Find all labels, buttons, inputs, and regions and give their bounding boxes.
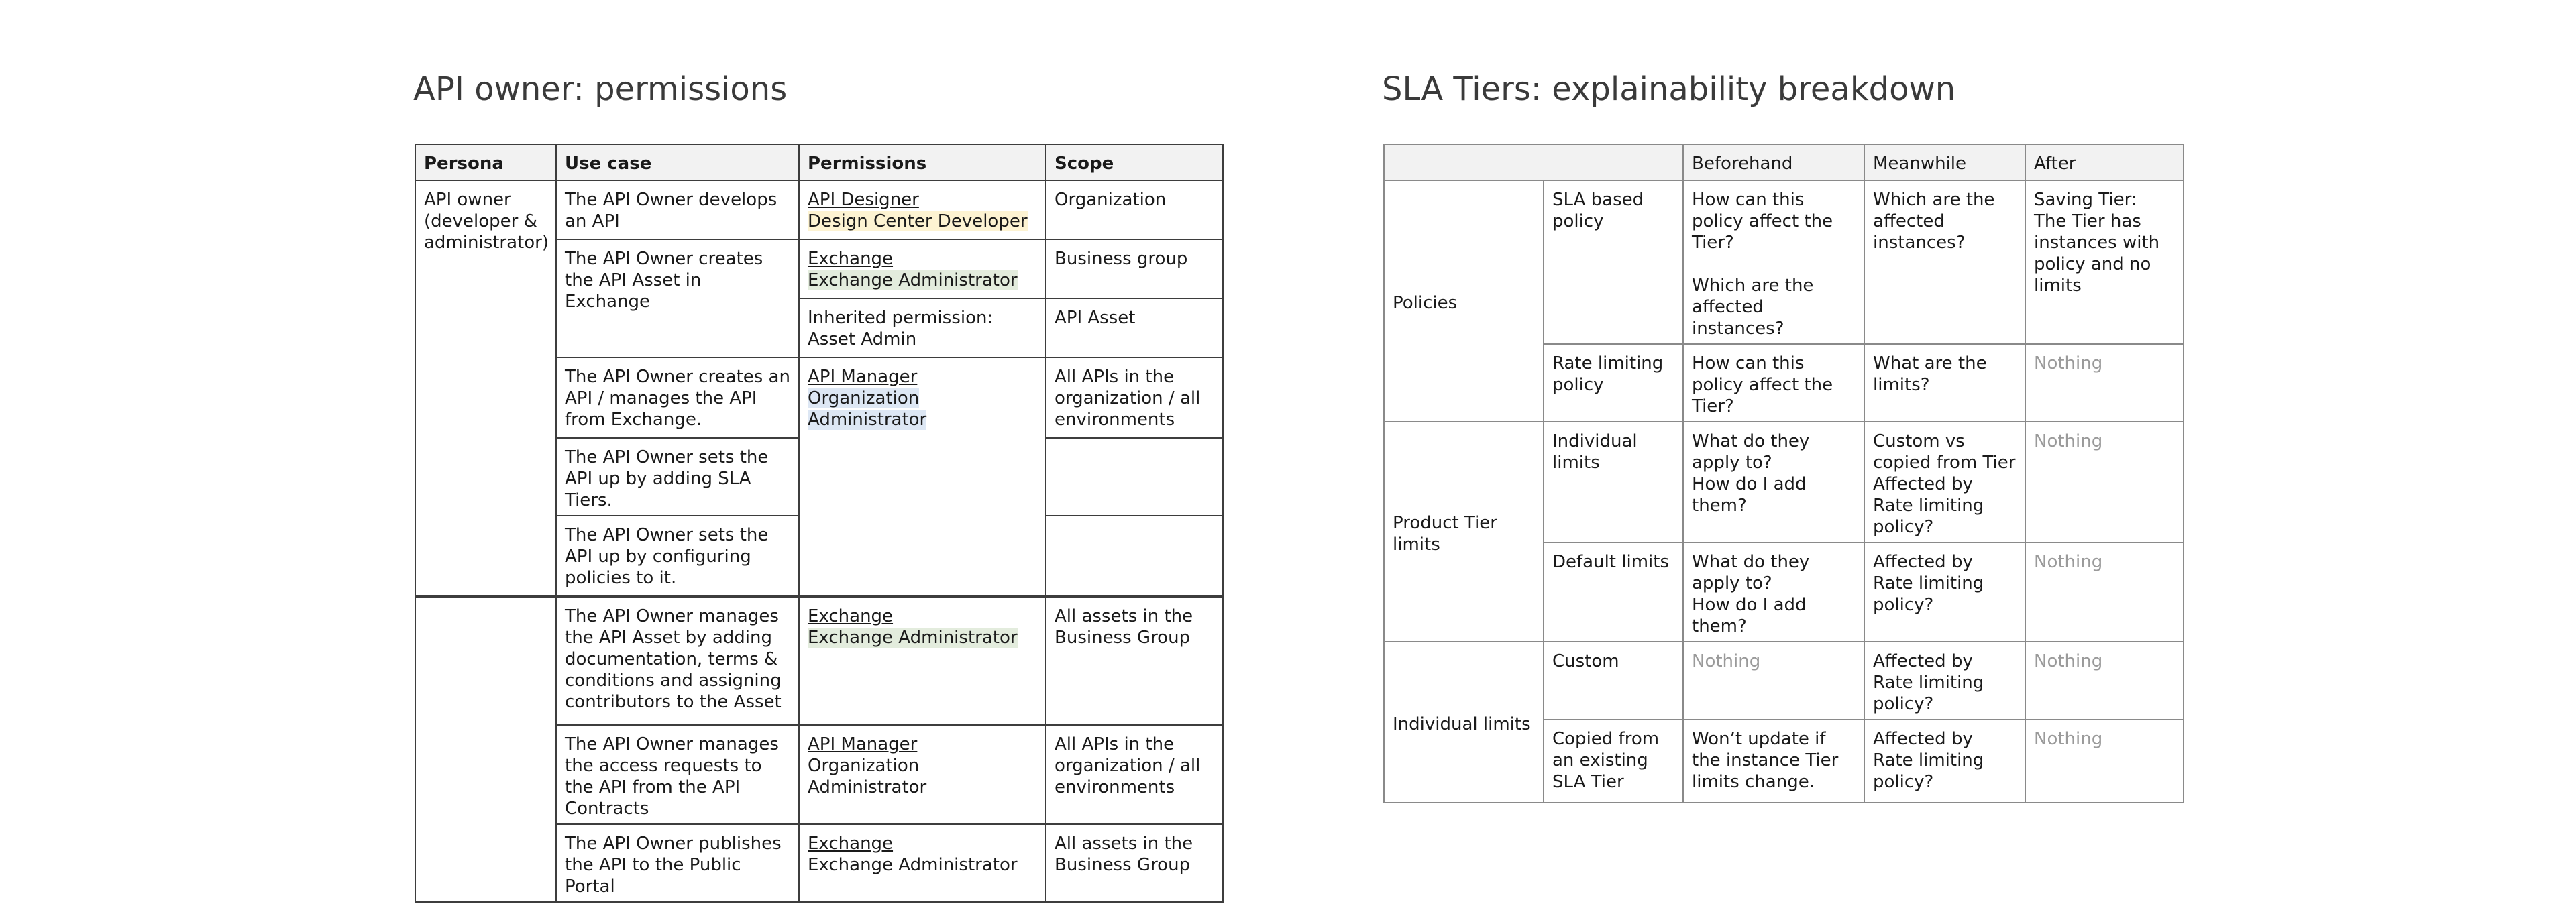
header-use-case: Use case: [556, 144, 799, 180]
group-policies: Policies: [1384, 180, 1544, 422]
persona-cell-empty: [415, 596, 556, 902]
beforehand-cell: How can this policy affect the Tier?: [1683, 344, 1864, 422]
permission-link[interactable]: Exchange: [808, 606, 894, 626]
meanwhile-cell: Affected by Rate limiting policy?: [1864, 720, 2025, 803]
permissions-title: API owner: permissions: [413, 70, 788, 108]
permissions-cell: [799, 298, 1046, 357]
table-row: [1384, 642, 2184, 720]
table-row: [415, 180, 1223, 239]
meanwhile-cell: Affected by Rate limiting policy?: [1864, 642, 2025, 720]
scope-cell: [1046, 438, 1223, 516]
sub-row-label: Custom: [1544, 642, 1683, 720]
after-cell: Nothing: [2025, 344, 2184, 422]
permission-role: Asset Admin: [808, 329, 917, 349]
use-case-cell: The API Owner develops an API: [556, 180, 799, 239]
use-case-cell: The API Owner manages the API Asset by adding documentation, terms & conditions and assigning contributors to the Asset: [556, 596, 799, 725]
meanwhile-cell: Which are the affected instances?: [1864, 180, 2025, 344]
after-cell: Nothing: [2025, 543, 2184, 642]
permission-role: Exchange Administrator: [808, 270, 1018, 290]
permissions-cell: [799, 239, 1046, 298]
permission-role: Organization Administrator: [808, 388, 927, 430]
permissions-cell: [799, 180, 1046, 239]
beforehand-cell: [1683, 180, 1864, 344]
after-cell: Nothing: [2025, 422, 2184, 543]
table-row: [415, 596, 1223, 725]
table-row: [1384, 180, 2184, 344]
after-cell: [2025, 180, 2184, 344]
after-text: The Tier has instances with policy and no limits: [2034, 211, 2160, 296]
permission-link[interactable]: API Manager: [808, 367, 918, 387]
beforehand-text: What do they apply to?: [1692, 431, 1810, 473]
persona-cell: API owner (developer & administrator): [415, 180, 556, 596]
permissions-table: [415, 144, 1224, 903]
use-case-cell: The API Owner creates an API / manages the API from Exchange.: [556, 357, 799, 438]
sla-table: [1383, 144, 2184, 803]
use-case-cell: The API Owner sets the API up by adding SLA Tiers.: [556, 438, 799, 516]
permission-role: Exchange Administrator: [808, 855, 1018, 875]
permissions-cell: [799, 824, 1046, 902]
meanwhile-cell: What are the limits?: [1864, 344, 2025, 422]
use-case-cell: The API Owner creates the API Asset in Exchange: [556, 239, 799, 357]
header-after: After: [2025, 144, 2184, 180]
beforehand-cell: [1683, 543, 1864, 642]
use-case-cell: The API Owner publishes the API to the Public Portal: [556, 824, 799, 902]
header-meanwhile: Meanwhile: [1864, 144, 2025, 180]
scope-cell: All assets in the Business Group: [1046, 596, 1223, 725]
permissions-header-row: [415, 144, 1223, 180]
permissions-cell: [799, 596, 1046, 725]
beforehand-text: How do I add them?: [1692, 595, 1807, 636]
sub-row-label: SLA based policy: [1544, 180, 1683, 344]
scope-cell: All assets in the Business Group: [1046, 824, 1223, 902]
beforehand-cell: [1683, 422, 1864, 543]
after-cell: Nothing: [2025, 642, 2184, 720]
sub-row-label: Rate limiting policy: [1544, 344, 1683, 422]
permissions-cell: [799, 357, 1046, 596]
sub-row-label: Default limits: [1544, 543, 1683, 642]
header-beforehand: Beforehand: [1683, 144, 1864, 180]
permission-note: Inherited permission:: [808, 308, 994, 328]
meanwhile-text: Custom vs copied from Tier: [1873, 431, 2016, 473]
sub-row-label: Individual limits: [1544, 422, 1683, 543]
scope-cell: Business group: [1046, 239, 1223, 298]
scope-cell: [1046, 516, 1223, 596]
permission-link[interactable]: Exchange: [808, 249, 894, 269]
beforehand-text: What do they apply to?: [1692, 552, 1810, 593]
permission-role: Design Center Developer: [808, 211, 1028, 231]
meanwhile-cell: [1864, 422, 2025, 543]
permission-role: Exchange Administrator: [808, 627, 1018, 648]
use-case-cell: The API Owner manages the access requests to the API from the API Contracts: [556, 725, 799, 824]
scope-cell: All APIs in the organization / all environments: [1046, 357, 1223, 438]
use-case-cell: The API Owner sets the API up by configuring policies to it.: [556, 516, 799, 596]
permission-role: Organization Administrator: [808, 756, 927, 797]
beforehand-text: How do I add them?: [1692, 474, 1807, 516]
permissions-cell: [799, 725, 1046, 824]
meanwhile-cell: Affected by Rate limiting policy?: [1864, 543, 2025, 642]
beforehand-cell: Won’t update if the instance Tier limits change.: [1683, 720, 1864, 803]
header-scope: Scope: [1046, 144, 1223, 180]
group-individual-limits: Individual limits: [1384, 642, 1544, 803]
permission-link[interactable]: Exchange: [808, 834, 894, 854]
after-cell: Nothing: [2025, 720, 2184, 803]
header-permissions: Permissions: [799, 144, 1046, 180]
scope-cell: API Asset: [1046, 298, 1223, 357]
scope-cell: Organization: [1046, 180, 1223, 239]
group-product-tier-limits: Product Tier limits: [1384, 422, 1544, 642]
meanwhile-text: Affected by Rate limiting policy?: [1873, 474, 1984, 537]
table-row: [1384, 422, 2184, 543]
beforehand-text: Which are the affected instances?: [1692, 276, 1814, 339]
permission-link[interactable]: API Manager: [808, 734, 918, 754]
sla-title: SLA Tiers: explainability breakdown: [1382, 70, 1956, 108]
beforehand-text: How can this policy affect the Tier?: [1692, 190, 1833, 253]
after-text: Saving Tier:: [2034, 190, 2137, 210]
sub-row-label: Copied from an existing SLA Tier: [1544, 720, 1683, 803]
scope-cell: All APIs in the organization / all environments: [1046, 725, 1223, 824]
beforehand-cell: Nothing: [1683, 642, 1864, 720]
permission-link[interactable]: API Designer: [808, 190, 919, 210]
header-persona: Persona: [415, 144, 556, 180]
sla-header-row: [1384, 144, 2184, 180]
header-empty: [1384, 144, 1683, 180]
